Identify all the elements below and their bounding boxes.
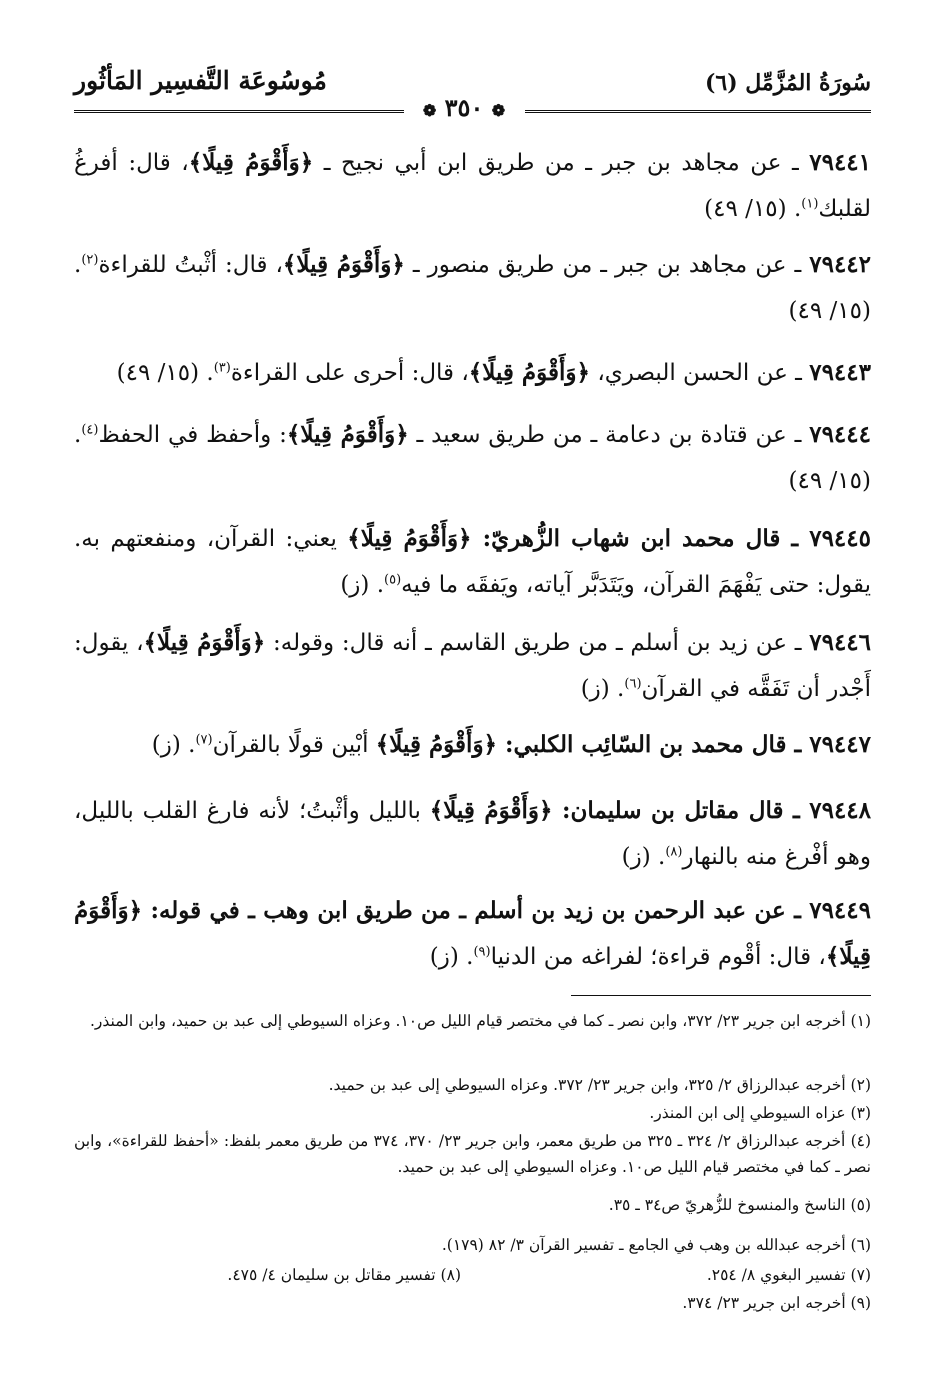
- entry-number: ٧٩٤٤٩: [809, 897, 871, 924]
- footnote: (٢) أخرجه عبدالرزاق ٢/ ٣٢٥، وابن جرير ٢٣/ ٣٧٢. وعزاه السيوطي إلى عبد بن حميد.: [328, 1076, 871, 1094]
- reference: . (١٥/ ٤٩): [74, 422, 871, 494]
- reference: . (١٥/ ٤٩): [704, 196, 802, 222]
- reference: . (ز): [429, 944, 474, 970]
- reference: . (١٥/ ٤٩): [74, 252, 871, 324]
- running-header-surah: سُورَةُ المُزَّمِّل (٦): [704, 70, 871, 96]
- footnote-marker: (٦): [624, 676, 642, 692]
- header-rule-right: [525, 110, 871, 113]
- hadith-entry: ٧٩٤٤٧ ـ قال محمد بن السّائِب الكلبي: ﴿وَأَقْوَمُ قِيلًا﴾ أبْين قولًا بالقرآن$^{(٧)}$. (ز): [151, 731, 871, 758]
- quran-quote: ﴿وَأَقْوَمُ قِيلًا﴾: [143, 629, 266, 656]
- quran-quote: ﴿وَأَقْوَمُ قِيلًا﴾: [282, 251, 405, 278]
- reference: . (ز): [621, 844, 666, 870]
- footnote-marker: (٥): [384, 572, 402, 588]
- footnote-marker: (٩): [473, 944, 491, 960]
- hadith-entry: ٧٩٤٤٣ ـ عن الحسن البصري، ﴿وَأَقْوَمُ قِيلًا﴾، قال: أحرى على القراءة$^{(٣)}$. (١٥/ ٤٩): [116, 359, 871, 386]
- hadith-entry: ٧٩٤٤٢ ـ عن مجاهد بن جبر ـ من طريق منصور ـ ﴿وَأَقْوَمُ قِيلًا﴾، قال: أثْبتُ للقراءة$^{(٢)}$. (١٥/ ٤٩): [74, 251, 872, 324]
- ornament-icon: ❁: [422, 101, 437, 120]
- quran-quote: ﴿وَأَقْوَمُ قِيلًا﴾: [375, 731, 498, 758]
- entry-number: ٧٩٤٤٥: [809, 525, 871, 552]
- quran-quote: ﴿وَأَقْوَمُ قِيلًا﴾: [286, 421, 409, 448]
- quran-quote: ﴿وَأَقْوَمُ قِيلًا﴾: [188, 149, 314, 176]
- footnote-marker: (٨): [665, 844, 683, 860]
- reference: . (١٥/ ٤٩): [116, 360, 214, 386]
- reference: . (ز): [580, 676, 625, 702]
- footnote: (٧) تفسير البغوي ٨/ ٢٥٤.: [706, 1266, 871, 1284]
- quran-quote: ﴿وَأَقْوَمُ قِيلًا﴾: [468, 359, 591, 386]
- entry-number: ٧٩٤٤٢: [809, 251, 872, 278]
- entry-number: ٧٩٤٤٨: [809, 797, 872, 824]
- reference: . (ز): [340, 572, 385, 598]
- reference: . (ز): [151, 732, 196, 758]
- entry-number: ٧٩٤٤١: [809, 149, 872, 176]
- footnote-separator: [571, 995, 871, 996]
- footnote-marker: (٧): [195, 732, 213, 748]
- hadith-entry: ٧٩٤٤٥ ـ قال محمد ابن شهاب الزُّهريّ: ﴿وَأَقْوَمُ قِيلًا﴾ يعني: القرآن، ومنفعتهم به. يقول: حتى يَفْهَمَ القرآن، ويَتَدَبَّر آياته، ويَفقَه ما فيه$^{(٥)}$. (ز): [74, 525, 871, 598]
- footnote: (٥) الناسخ والمنسوخ للزُّهريّ ص٣٤ ـ ٣٥.: [608, 1196, 871, 1214]
- quran-quote: ﴿وَأَقْوَمُ قِيلًا﴾: [347, 525, 472, 552]
- entry-number: ٧٩٤٤٦: [809, 629, 872, 656]
- quran-quote: ﴿وَأَقْوَمُ قِيلًا﴾: [74, 897, 871, 970]
- footnote-marker: (٤): [81, 422, 99, 438]
- hadith-entry: ٧٩٤٤٤ ـ عن قتادة بن دعامة ـ من طريق سعيد ـ ﴿وَأَقْوَمُ قِيلًا﴾: وأحفظ في الحفظ$^{(٤)}$. (١٥/ ٤٩): [74, 421, 871, 494]
- hadith-entry: ٧٩٤٤١ ـ عن مجاهد بن جبر ـ من طريق ابن أبي نجيح ـ ﴿وَأَقْوَمُ قِيلًا﴾، قال: أفرغُ لقلبك$^{(١)}$. (١٥/ ٤٩): [74, 149, 872, 222]
- quran-quote: ﴿وَأَقْوَمُ قِيلًا﴾: [429, 797, 553, 824]
- footnote: (٣) عزاه السيوطي إلى ابن المنذر.: [649, 1104, 871, 1122]
- footnote-marker: (٣): [213, 360, 231, 376]
- entry-number: ٧٩٤٤٤: [809, 421, 871, 448]
- running-header-book-title: مُوسُوعَة التَّفسِير المَأثُور: [74, 66, 327, 95]
- footnote: (٦) أخرجه عبدالله بن وهب في الجامع ـ تفسير القرآن ٣/ ٨٢ (١٧٩).: [441, 1236, 871, 1254]
- footnote-marker: (٢): [81, 252, 99, 268]
- page-number: ❁ ٣٥٠ ❁: [422, 93, 506, 122]
- hadith-entry: ٧٩٤٤٩ ـ عن عبد الرحمن بن زيد بن أسلم ـ من طريق ابن وهب ـ في قوله: ﴿وَأَقْوَمُ قِيلًا﴾، قال: أقْوم قراءة؛ لفراغه من الدنيا$^{(٩)}$. (ز): [74, 897, 871, 970]
- ornament-icon: ❁: [491, 101, 506, 120]
- footnote: (١) أخرجه ابن جرير ٢٣/ ٣٧٢، وابن نصر ـ كما في مختصر قيام الليل ص١٠. وعزاه السيوطي إلى عبد بن حميد، وابن المنذر.: [89, 1012, 871, 1030]
- footnote: (٩) أخرجه ابن جرير ٢٣/ ٣٧٤.: [682, 1294, 871, 1312]
- footnote-marker: (١): [801, 196, 819, 212]
- header-rule-left: [74, 110, 404, 113]
- footnote: (٤) أخرجه عبدالرزاق ٢/ ٣٢٤ ـ ٣٢٥ من طريق معمر، وابن جرير ٢٣/ ٣٧٠، ٣٧٤ من طريق معمر بلفظ: «أحفظ للقراءة»، وابن نصر ـ كما في مختصر قيام الليل ص١٠. وعزاه السيوطي إلى عبد بن حميد.: [74, 1132, 872, 1176]
- footnote: (٨) تفسير مقاتل بن سليمان ٤/ ٤٧٥.: [227, 1266, 461, 1284]
- hadith-entry: ٧٩٤٤٨ ـ قال مقاتل بن سليمان: ﴿وَأَقْوَمُ قِيلًا﴾ بالليل وأثْبتُ؛ لأنه فارغ القلب بالليل، وهو أفْرغ منه بالنهار$^{(٨)}$. (ز): [74, 797, 872, 870]
- entry-number: ٧٩٤٤٣: [809, 359, 871, 386]
- entry-number: ٧٩٤٤٧: [809, 731, 871, 758]
- hadith-entry: ٧٩٤٤٦ ـ عن زيد بن أسلم ـ من طريق القاسم ـ أنه قال: وقوله: ﴿وَأَقْوَمُ قِيلًا﴾، يقول: أَجْدر أن تَفَقَّه في القرآن$^{(٦)}$. (ز): [74, 629, 872, 702]
